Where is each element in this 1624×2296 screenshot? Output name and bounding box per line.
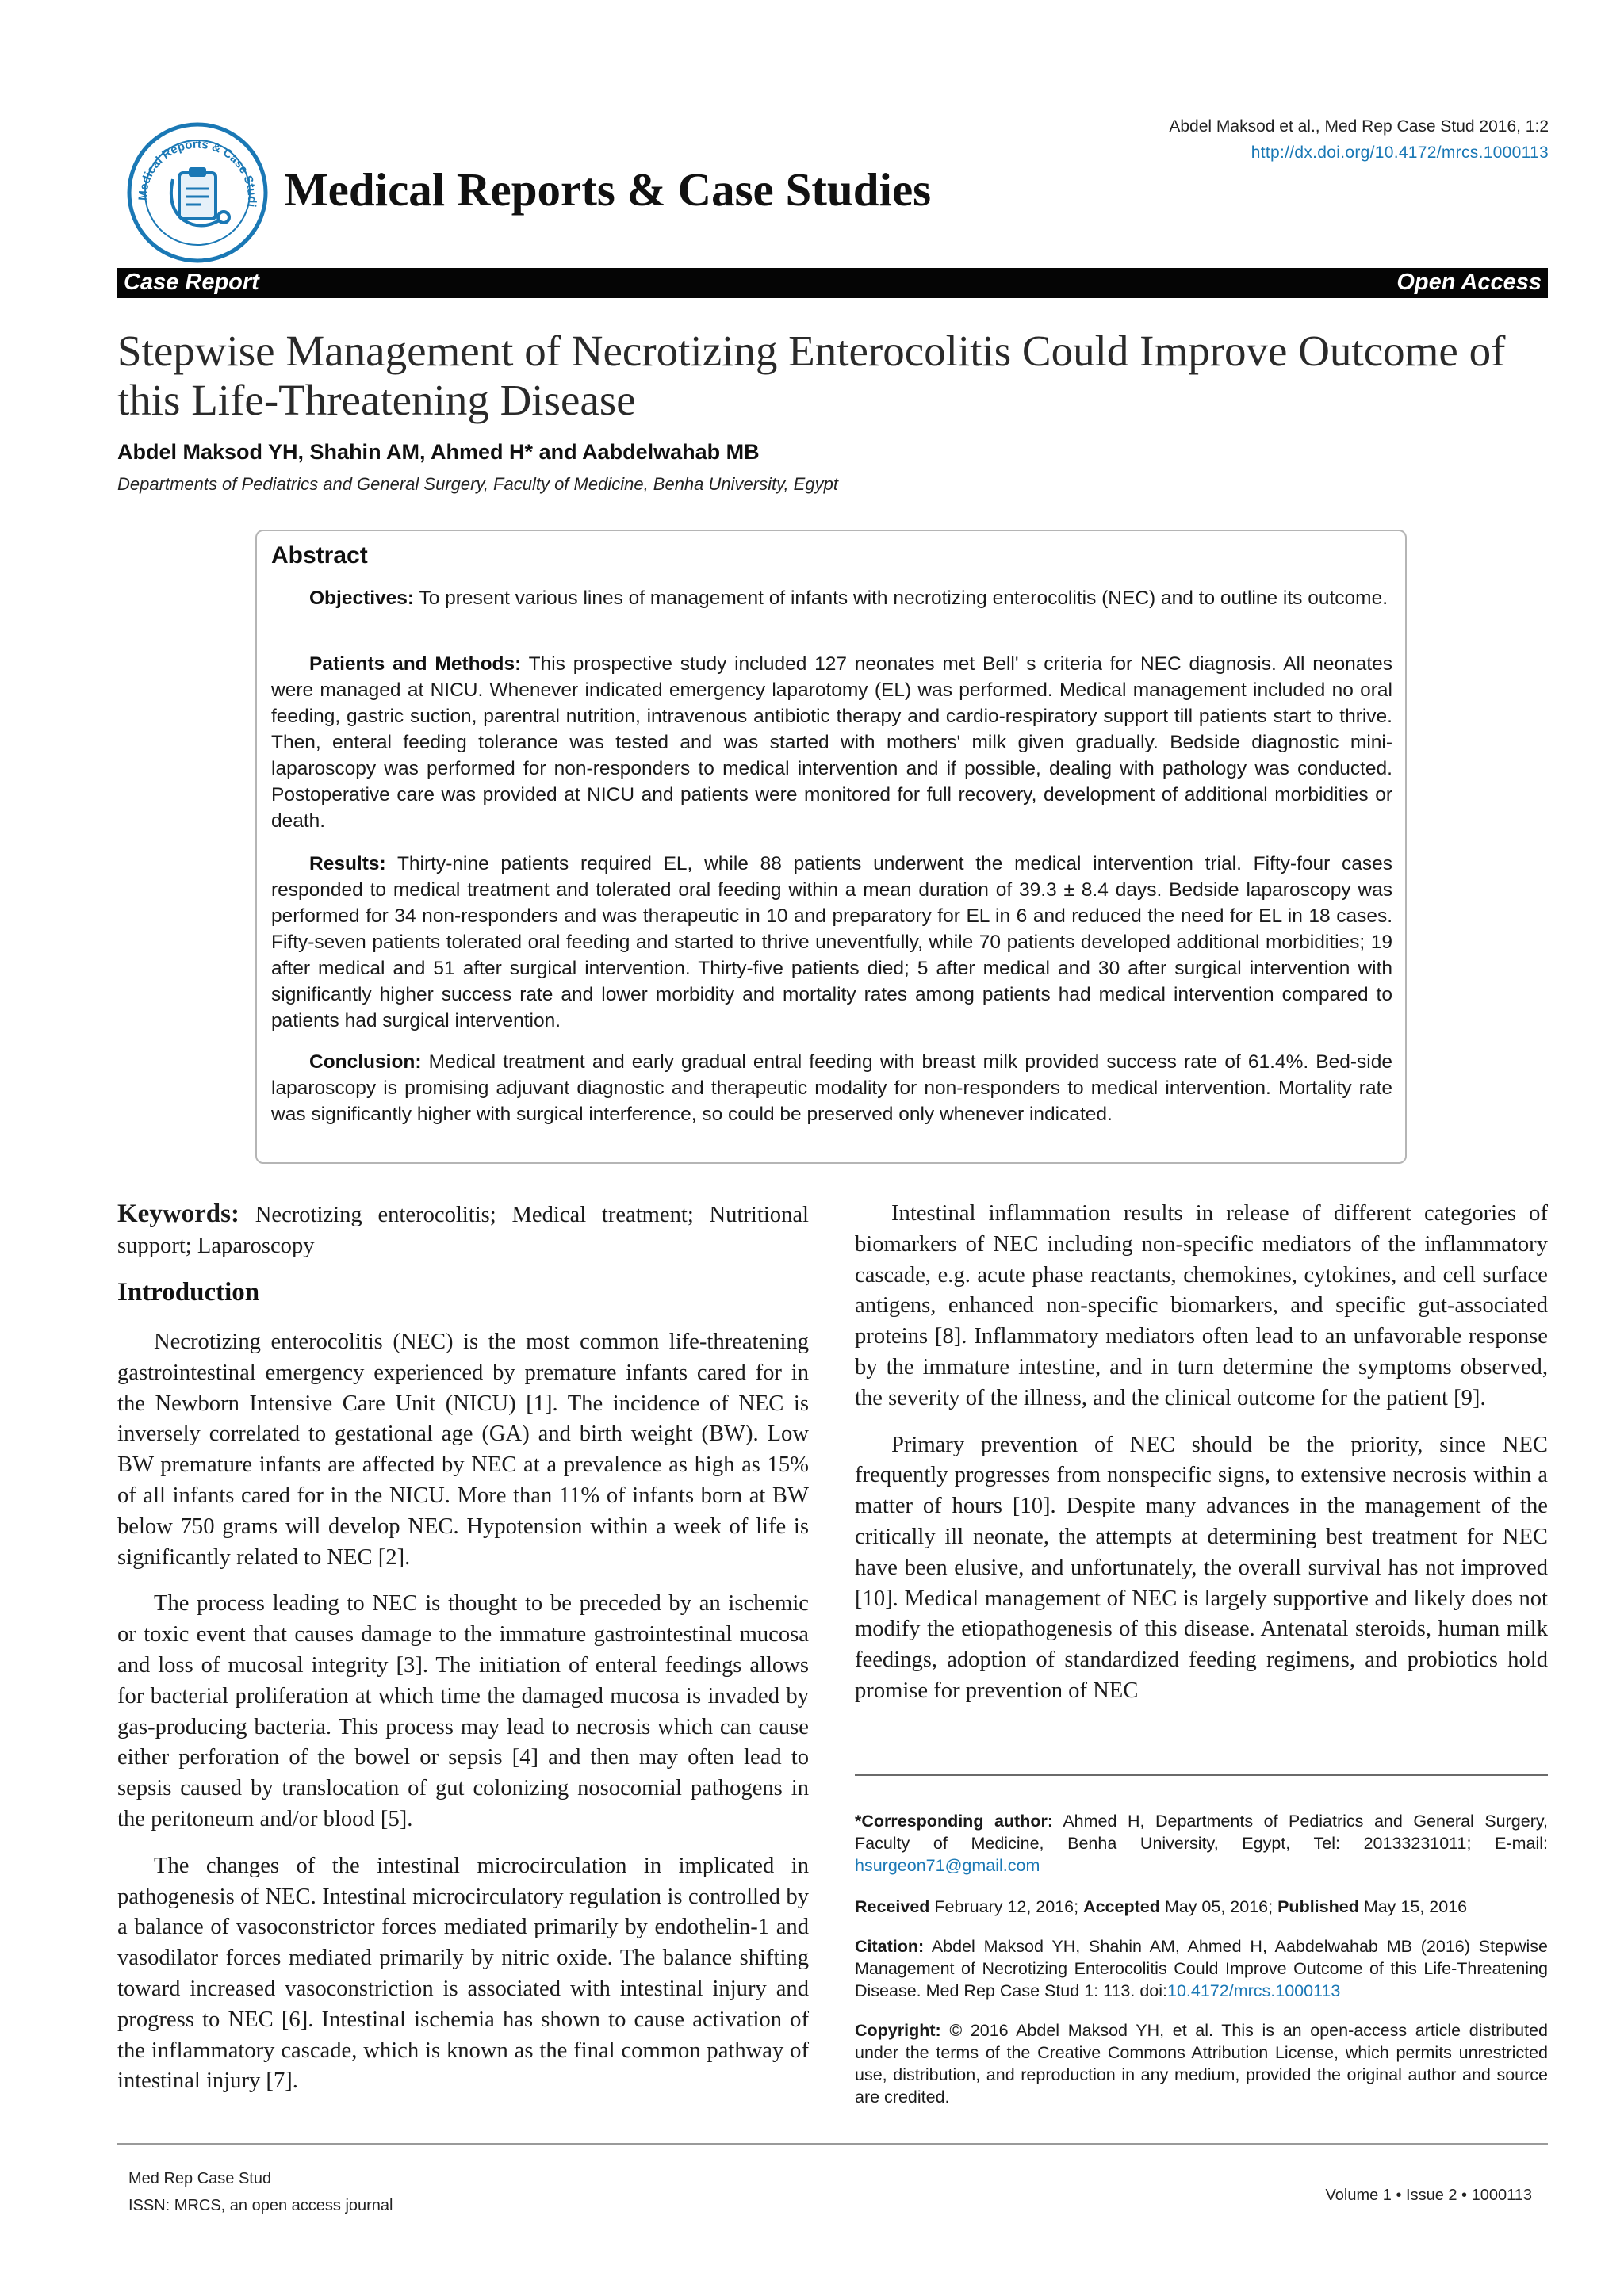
- left-column: [117, 1327, 809, 2113]
- section-type: Case Report: [124, 270, 259, 295]
- corresponding-author-text: Ahmed H, Departments of Pediatrics and General Surgery, Faculty of Medicine, Benha University, Egypt, Tel: 20133231011; E-mail:: [855, 1812, 1548, 1853]
- abstract-heading: Abstract: [271, 542, 368, 568]
- article-title: Stepwise Management of Necrotizing Enterocolitis Could Improve Outcome of this Life-Threatening Disease: [117, 327, 1506, 424]
- methods-label: Patients and Methods:: [309, 653, 522, 675]
- email-link[interactable]: hsurgeon71@gmail.com: [855, 1856, 1040, 1875]
- dates-line: [855, 1896, 1548, 1918]
- citation-block: [855, 1935, 1548, 2002]
- keywords-text: Necrotizing enterocolitis; Medical treatment; Nutritional support; Laparoscopy: [117, 1203, 809, 1258]
- keywords: [117, 1199, 809, 1262]
- copyright-block: [855, 2019, 1548, 2108]
- conclusion-text: Medical treatment and early gradual entral feeding with breast milk provided success rate of 61.4%. Bed-side laparoscopy is promising adjuvant diagnostic and therapeutic modality for non-responders to medical intervention. Mortality rate was significantly higher with surgical interference, so could be preserved only whenever indicated.: [271, 1051, 1393, 1125]
- citation-line: Abdel Maksod et al., Med Rep Case Stud 2016, 1:2: [1169, 117, 1549, 136]
- published-date: May 15, 2016: [1363, 1897, 1468, 1916]
- copyright-label: Copyright:: [855, 2021, 941, 2040]
- copyright-text: © 2016 Abdel Maksod YH, et al. This is an open-access article distributed under the terms of the Creative Commons Attribution License, which permits unrestricted use, distribution, and reproduction in any medium, provided the original author and source are credited.: [855, 2021, 1548, 2107]
- keywords-label: Keywords:: [117, 1200, 239, 1228]
- journal-title: Medical Reports & Case Studies: [284, 163, 932, 216]
- corresponding-author-label: *Corresponding author:: [855, 1812, 1054, 1831]
- received-label: Received: [855, 1897, 930, 1916]
- conclusion-label: Conclusion:: [309, 1051, 422, 1073]
- received-date: February 12, 2016;: [934, 1897, 1079, 1916]
- abstract-conclusion: [271, 1049, 1392, 1127]
- objectives-text: To present various lines of management of infants with necrotizing enterocolitis (NEC) and to outline its outcome.: [419, 587, 1388, 609]
- intro-paragraph-1: Necrotizing enterocolitis (NEC) is the most common life-threatening gastrointestinal emergency experienced by premature infants cared for in the Newborn Intensive Care Unit (NICU) [1]. The incidence of NEC is inversely correlated to gestational age (GA) and birth weight (BW). Low BW premature infants are affected by NEC at a prevalence as high as 15% of all infants cared for in the NICU. More than 11% of infants born at BW below 750 grams will develop NEC. Hypotension within a week of life is significantly related to NEC [2].: [117, 1330, 809, 1570]
- citation-doi-link[interactable]: 10.4172/mrcs.1000113: [1167, 1981, 1341, 2000]
- results-label: Results:: [309, 853, 386, 874]
- abstract-methods: [271, 651, 1392, 834]
- published-label: Published: [1277, 1897, 1359, 1916]
- footer-divider: [117, 2143, 1548, 2145]
- footer-journal: Med Rep Case Stud: [128, 2170, 272, 2187]
- footer-volume: Volume 1 • Issue 2 • 1000113: [1325, 2187, 1532, 2204]
- affiliation: Departments of Pediatrics and General Surgery, Faculty of Medicine, Benha University, Egypt: [117, 474, 838, 494]
- doi-link[interactable]: http://dx.doi.org/10.4172/mrcs.1000113: [1251, 144, 1549, 162]
- authors: Abdel Maksod YH, Shahin AM, Ahmed H* and Aabdelwahab MB: [117, 440, 760, 464]
- abstract-results: [271, 851, 1392, 1034]
- citation-text: Abdel Maksod YH, Shahin AM, Ahmed H, Aabdelwahab MB (2016) Stepwise Management of Necrotizing Enterocolitis Could Improve Outcome of this Life-Threatening Disease. Med Rep Case Stud 1: 113. doi:: [855, 1937, 1548, 2000]
- objectives-label: Objectives:: [309, 587, 415, 609]
- citation-label: Citation:: [855, 1937, 925, 1956]
- intro-paragraph-3: The changes of the intestinal microcirculation in implicated in pathogenesis of NEC. Intestinal microcirculatory regulation is controlled by a balance of vasoconstrictor forces mediated primarily by endothelin-1 and vasodilator forces mediated primarily by nitric oxide. The balance shifting toward increased vasoconstriction is associated with intestinal injury and progress to NEC [6]. Intestinal ischemia has shown to cause activation of the inflammatory cascade, which is known as the final common pathway of intestinal injury [7].: [117, 1853, 809, 2094]
- access-label: Open Access: [1396, 270, 1542, 295]
- logo-text: Medical Reports & Case Studi: [136, 137, 259, 209]
- intro-paragraph-2: The process leading to NEC is thought to be preceded by an ischemic or toxic event that causes damage to the immature gastrointestinal mucosa and loss of mucosal integrity [3]. The initiation of enteral feedings allows for bacterial proliferation at which time the damaged mucosa is invaded by gas-producing bacteria. This process may lead to necrosis which can cause either perforation of the bowel or sepsis [4] and then may often lead to sepsis caused by translocation of gut colonizing nosocomial pathogens in the peritoneum and/or blood [5].: [117, 1591, 809, 1831]
- accepted-date: May 05, 2016;: [1164, 1897, 1274, 1916]
- accepted-label: Accepted: [1083, 1897, 1160, 1916]
- right-column: [855, 1199, 1548, 1723]
- correspondence-divider: [855, 1774, 1548, 1776]
- methods-text: This prospective study included 127 neonates met Bell' s criteria for NEC diagnosis. All neonates were managed at NICU. Whenever indicated emergency laparotomy (EL) was performed. Medical management included no oral feeding, gastric suction, parentral nutrition, intravenous antibiotic therapy and cardio-respiratory support till patients start to thrive. Then, enteral feeding tolerance was tested and was started with mothers' milk given gradually. Bedside diagnostic mini-laparoscopy was performed for non-responders to medical intervention and if possible, dealing with pathology was conducted. Postoperative care was provided at NICU and patients were monitored for full recovery, development of additional morbidities or death.: [271, 653, 1393, 832]
- intro-paragraph-5: Primary prevention of NEC should be the priority, since NEC frequently progresses from nonspecific signs, to extensive necrosis within a matter of hours [10]. Despite many advances in the management of the critically ill neonate, the attempts at determining best treatment for NEC have been elusive, and unfortunately, the overall survival has not improved [10]. Medical management of NEC is largely supportive and likely does not modify the etiopathogenesis of this disease. Antenatal steroids, human milk feedings, adoption of standardized feeding regimens, and probiotics hold promise for prevention of NEC: [855, 1432, 1548, 1703]
- introduction-heading: Introduction: [117, 1278, 260, 1307]
- footer-issn: ISSN: MRCS, an open access journal: [128, 2197, 393, 2214]
- journal-logo: [125, 121, 270, 265]
- corresponding-author: [855, 1810, 1548, 1877]
- results-text: Thirty-nine patients required EL, while 88 patients underwent the medical intervention trial. Fifty-four cases responded to medical treatment and tolerated oral feeding within a mean duration of 39.3 ± 8.4 days. Bedside laparoscopy was performed for 34 non-responders and was therapeutic in 10 and preparatory for EL in 6 and reduced the need for EL in 18 cases. Fifty-seven patients tolerated oral feeding and started to thrive uneventfully, while 70 patients developed additional morbidities; 19 after medical and 51 after surgical intervention. Thirty-five patients died; 5 after medical and 30 after surgical intervention with significantly higher success rate and lower morbidity and mortality rates among patients had medical intervention compared to patients had surgical intervention.: [271, 853, 1392, 1031]
- intro-paragraph-4: Intestinal inflammation results in release of different categories of biomarkers of NEC including non-specific mediators of the inflammatory cascade, e.g. acute phase reactants, chemokines, cytokines, and cell surface antigens, enhanced non-specific biomarkers, and specific gut-associated proteins [8]. Inflammatory mediators often lead to an unfavorable response by the immature intestine, and in turn determine the symptoms observed, the severity of the illness, and the clinical outcome for the patient [9].: [855, 1201, 1548, 1410]
- section-banner: [117, 268, 1548, 298]
- abstract-objectives: [271, 585, 1392, 611]
